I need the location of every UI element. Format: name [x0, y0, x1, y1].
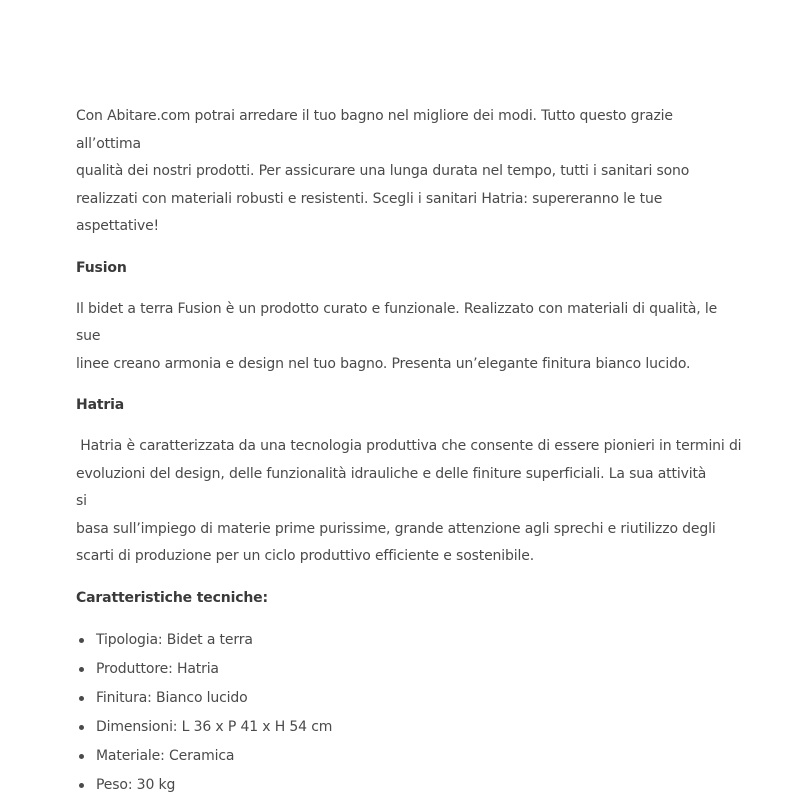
spec-item-produttore — [76, 655, 720, 684]
bullet-icon — [79, 638, 84, 643]
hatria-line: evoluzioni del design, delle funzionalità idrauliche e delle finiture superficiali. La sua attività si — [76, 465, 707, 509]
spec-item-label: Dimensioni: L 36 x P 41 x H 54 cm — [96, 718, 333, 735]
bullet-icon — [79, 667, 84, 672]
spec-item-label: Tipologia: Bidet a terra — [96, 631, 253, 648]
bullet-icon — [79, 725, 84, 730]
bullet-icon — [79, 783, 84, 788]
spec-item-finitura — [76, 684, 720, 713]
spec-item-label: Materiale: Ceramica — [96, 747, 235, 764]
fusion-line: linee creano armonia e design nel tuo bagno. Presenta un’elegante finitura bianco lucido. — [76, 355, 691, 372]
spec-item-dimensioni — [76, 713, 720, 742]
spec-item-tipologia — [76, 626, 720, 655]
fusion-paragraph — [76, 296, 720, 379]
spec-item-label: Peso: 30 kg — [96, 776, 176, 793]
hatria-line: basa sull’impiego di materie prime purissime, grande attenzione agli sprechi e riutilizzo degli — [76, 520, 716, 537]
intro-paragraph — [76, 103, 720, 241]
intro-line: Con Abitare.com potrai arredare il tuo bagno nel migliore dei modi. Tutto questo grazie all’ottima — [76, 108, 673, 152]
spec-item-label: Finitura: Bianco lucido — [96, 689, 248, 706]
intro-line: realizzati con materiali robusti e resistenti. Scegli i sanitari Hatria: supereranno le tue aspettative! — [76, 190, 663, 234]
fusion-line: Il bidet a terra Fusion è un prodotto curato e funzionale. Realizzato con materiali di qualità, le sue — [76, 300, 718, 344]
intro-line: qualità dei nostri prodotti. Per assicurare una lunga durata nel tempo, tutti i sanitari sono — [76, 163, 690, 179]
spec-item-label: Produttore: Hatria — [96, 660, 219, 677]
specs-heading: Caratteristiche tecniche: — [76, 589, 268, 606]
bullet-icon — [79, 696, 84, 701]
bullet-icon — [79, 754, 84, 759]
hatria-line: Hatria è caratterizzata da una tecnologia produttiva che consente di essere pionieri in termini di — [76, 438, 742, 454]
specs-list — [76, 626, 720, 800]
hatria-line: scarti di produzione per un ciclo produttivo efficiente e sostenibile. — [76, 548, 535, 564]
hatria-heading: Hatria — [76, 397, 125, 413]
hatria-paragraph — [76, 433, 742, 571]
spec-item-peso — [76, 771, 720, 800]
spec-item-materiale — [76, 742, 720, 771]
fusion-heading: Fusion — [76, 259, 127, 276]
